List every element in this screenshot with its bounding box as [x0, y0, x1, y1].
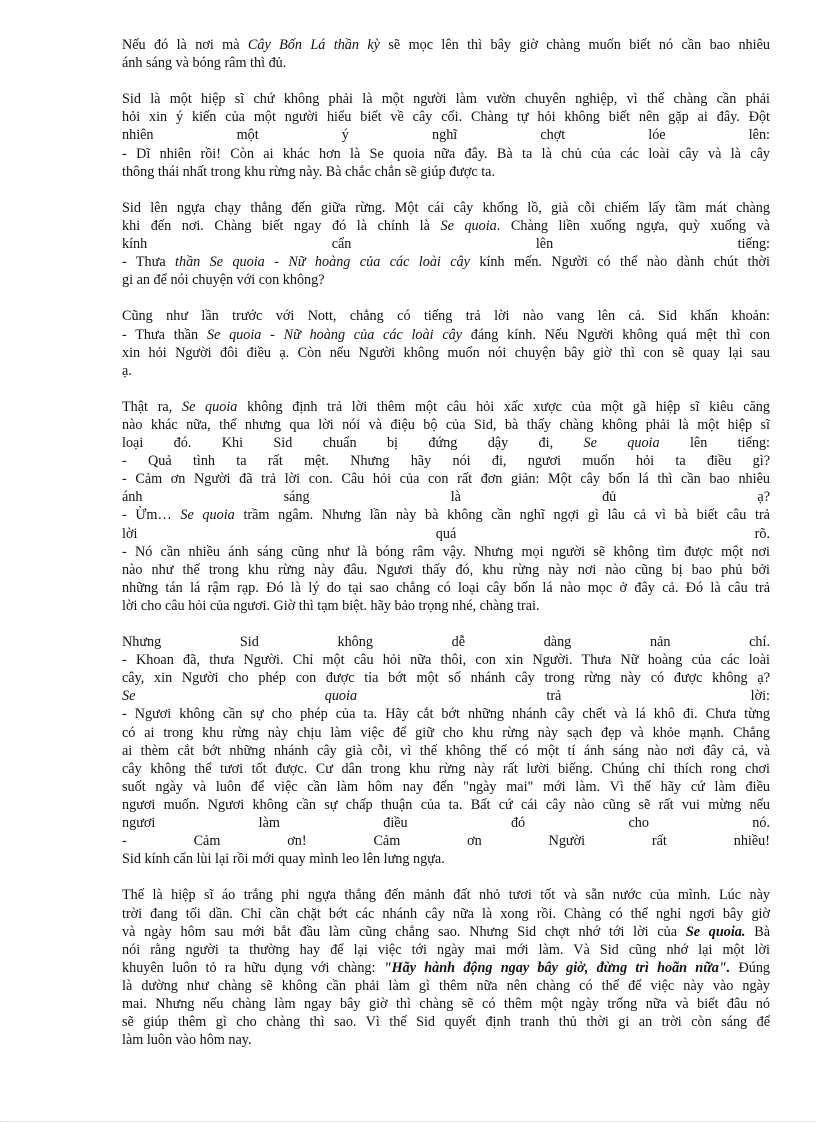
text-line — [122, 597, 770, 615]
text-line — [122, 543, 770, 561]
text-line — [122, 199, 770, 217]
text-line — [122, 108, 770, 126]
paragraph — [122, 307, 770, 379]
text-line — [122, 941, 770, 959]
text-line — [122, 470, 770, 488]
text-segment: lời cho câu hỏi của ngươi. Giờ thì tạm biệt. hãy bảo trọng nhé, chàng trai. — [122, 597, 540, 614]
text-segment: nhiên một ý nghĩ chợt lóe lên: — [122, 127, 770, 144]
text-line — [122, 561, 770, 579]
text-segment: sẽ giúp thêm gì cho chàng thì sao. Vì thế Sid quyết định tranh thủ thời gi an trời còn sáng để — [122, 1014, 770, 1031]
text-segment: đáng kính. Nếu Người không quá mệt thì con — [462, 326, 770, 343]
text-line — [122, 416, 770, 434]
text-line — [122, 506, 770, 524]
text-line — [122, 163, 770, 181]
text-segment: có ai trong khu rừng này chịu làm việc để giữ cho khu rừng này sạch đẹp và khỏe mạnh. Chẳng — [122, 724, 770, 741]
paragraph — [122, 199, 770, 289]
text-segment: khi đến nơi. Chàng biết ngay đó là chính là — [122, 217, 441, 234]
text-segment: nói rằng người ta thường hay để lại việc tới ngày mai mới làm. Và Sid cũng nhớ lại một lời — [122, 941, 770, 958]
text-segment: - Nó cần nhiều ánh sáng cũng như là bóng râm vậy. Nhưng mọi người sẽ không tìm được một nơi — [122, 543, 770, 560]
text-line — [122, 452, 770, 470]
text-segment: Nếu đó là nơi mà — [122, 37, 248, 53]
text-segment: - Quả tình ta rất mệt. Nhưng hãy nói đi, ngươi muốn hỏi ta điều gì? — [122, 453, 770, 470]
text-line — [122, 760, 770, 778]
text-segment: ánh sáng và bóng râm thì đủ. — [122, 55, 287, 72]
text-segment: là dường như chàng sẽ không cần phải làm gì thêm nữa nên chàng có thể để việc này vào ngày — [122, 977, 770, 994]
document-page — [122, 36, 770, 1067]
text-segment: kính cẩn lên tiếng: — [122, 236, 770, 253]
text-segment: - Khoan đã, thưa Người. Chỉ một câu hỏi nữa thôi, con xin Người. Thưa Nữ hoàng của các loài — [122, 652, 770, 669]
text-segment: lên tiếng: — [659, 435, 770, 452]
text-segment: không định trả lời thêm một câu hỏi xấc xược của một gã hiệp sĩ kiêu căng — [237, 398, 770, 415]
text-line — [122, 995, 770, 1013]
text-segment: cây không thể tươi tốt được. Cư dân trong khu rừng này rất lười biếng. Chúng chỉ thích rong chơi — [122, 760, 770, 777]
text-segment: thông thái nhất trong khu rừng này. Bà chắc chắn sẽ giúp được ta. — [122, 163, 496, 180]
text-segment: - Ngươi không cần sự cho phép của ta. Hãy cắt bớt những nhánh cây chết và lá khô đi. Chưa từng — [122, 706, 770, 723]
text-segment: làm luôn vào hôm nay. — [122, 1032, 252, 1049]
text-segment: trời đang tối dần. Chỉ cần chặt bớt các nhánh cây nữa là xong rồi. Chàng có thể nghỉ ngơi bây giờ — [122, 905, 770, 922]
text-segment: - Ừm… — [122, 507, 181, 524]
emphasis-text: Se quoia — [440, 217, 497, 234]
emphasis-text: Se quoia - Nữ hoàng của các loài cây — [206, 326, 463, 343]
text-segment: Bà — [745, 923, 770, 940]
text-segment: xin hỏi Người đôi điều ạ. Còn nếu Người không muốn nói chuyện bây giờ thì con sẽ quay lại sau — [122, 344, 770, 361]
text-line — [122, 814, 770, 832]
paragraph — [122, 886, 770, 1049]
text-segment: kính mến. Người có thể nào dành chút thời — [469, 254, 770, 271]
text-segment: trầm ngâm. Nhưng lần này bà không cần nghĩ ngợi gì lâu cả vì bà biết câu trả — [234, 507, 770, 524]
emphasis-text: Se quoia — [583, 435, 660, 452]
text-segment: ánh sáng là đủ ạ? — [122, 489, 770, 506]
text-line — [122, 850, 770, 868]
text-segment: nào như thế trong khu rừng này đâu. Ngươi thấy đó, khu rừng này nơi nào cũng bị bao phủ bởi — [122, 561, 770, 578]
paragraph — [122, 36, 770, 72]
text-segment: Nhưng Sid không dễ dàng nản chí. — [122, 634, 770, 651]
emphasis-text: thần Se quoia - Nữ hoàng của các loài cây — [175, 254, 470, 271]
text-line — [122, 778, 770, 796]
text-segment: - Thưa — [122, 254, 176, 271]
text-line — [122, 434, 770, 452]
text-segment: - Dĩ nhiên rồi! Còn ai khác hơn là Se quoia nữa đây. Bà ta là chủ của các loài cây và là cây — [122, 145, 770, 162]
text-line — [122, 796, 770, 814]
text-line — [122, 126, 770, 144]
text-line — [122, 724, 770, 742]
text-line — [122, 742, 770, 760]
text-segment: - Cảm ơn! Cảm ơn Người rất nhiều! — [122, 833, 770, 850]
text-segment: Đúng — [730, 959, 771, 976]
text-line — [122, 886, 770, 904]
text-line — [122, 307, 770, 325]
text-line — [122, 669, 770, 687]
text-line — [122, 36, 770, 54]
text-line — [122, 832, 770, 850]
emphasis-text: "Hãy hành động ngay bây giờ, đừng trì hoãn nữa". — [383, 959, 731, 976]
text-segment: những tán lá rậm rạp. Đó là lý do tại sao chẳng có loại cây bốn lá nào mọc ở đây cả. Đó là câu trả — [122, 579, 770, 596]
text-line — [122, 1031, 770, 1049]
text-segment: . Chàng liền xuống ngựa, quỳ xuống và — [496, 217, 770, 234]
paragraph — [122, 90, 770, 180]
text-line — [122, 344, 770, 362]
text-segment: và ngày hôm sau mới bắt đầu làm cũng chẳng sao. Nhưng Sid chợt nhớ tới lời của — [122, 923, 686, 940]
text-line — [122, 687, 770, 705]
paragraph — [122, 398, 770, 615]
text-segment: ngươi làm điều đó cho nó. — [122, 815, 770, 832]
text-segment: Thật ra, — [122, 398, 182, 415]
text-line — [122, 977, 770, 995]
text-segment: Sid là một hiệp sĩ chứ không phải là một người làm vườn chuyên nghiệp, vì thế chàng cần phải — [122, 91, 770, 108]
text-segment: ạ. — [122, 362, 132, 379]
text-segment: ai thèm cắt bớt những nhánh cây già cỗi, vì thế không thể có một tí ánh sáng nào nơi đây cả, và — [122, 742, 770, 759]
emphasis-text: Se quoia. — [685, 923, 746, 940]
text-line — [122, 362, 770, 380]
text-line — [122, 923, 770, 941]
text-line — [122, 579, 770, 597]
text-line — [122, 217, 770, 235]
text-line — [122, 651, 770, 669]
text-line — [122, 488, 770, 506]
text-segment: cây, xin Người cho phép con được tỉa bớt một số nhánh cây trong rừng này có được không ạ? — [122, 670, 770, 687]
text-segment: hỏi xin ý kiến của một người hiểu biết về cây cối. Chàng tự hỏi không biết nên gặp ai đây. Đột — [122, 109, 770, 126]
text-line — [122, 326, 770, 344]
text-segment: suốt ngày và luôn để việc cần làm hôm nay đến "ngày mai" mới làm. Vì thế hãy cứ làm điều — [122, 778, 770, 795]
text-line — [122, 54, 770, 72]
text-line — [122, 90, 770, 108]
emphasis-text: Se quoia — [180, 507, 235, 524]
text-segment: sẽ mọc lên thì bây giờ chàng muốn biết nó cần bao nhiêu — [379, 37, 770, 53]
text-segment: khuyên luôn tỏ ra hữu dụng với chàng: — [122, 959, 384, 976]
text-segment: Cũng như lần trước với Nott, chẳng có tiếng trả lời nào vang lên cả. Sid khẩn khoản: — [122, 308, 770, 325]
text-segment: Sid lên ngựa chạy thẳng đến giữa rừng. Một cái cây khổng lồ, già cỗi chiếm lấy tầm mát chàng — [122, 199, 770, 216]
text-segment: lời quá rõ. — [122, 525, 770, 542]
text-segment: mai. Nhưng nếu chàng làm ngay bây giờ thì chàng sẽ có thêm một ngày trống nữa và biết đâu nó — [122, 995, 770, 1012]
text-segment: Sid kính cẩn lùi lại rồi mới quay mình leo lên lưng ngựa. — [122, 851, 445, 868]
text-segment: Thế là hiệp sĩ áo trắng phi ngựa thẳng đến mảnh đất nhỏ tươi tốt và sẵn nước của mình. Lúc này — [122, 887, 770, 904]
text-line — [122, 633, 770, 651]
text-line — [122, 398, 770, 416]
text-line — [122, 959, 770, 977]
text-line — [122, 271, 770, 289]
text-line — [122, 1013, 770, 1031]
emphasis-text: Cây Bốn Lá thần kỳ — [247, 37, 380, 53]
text-segment: gi an để nói chuyện với con không? — [122, 272, 325, 289]
text-segment: - Thưa thần — [122, 326, 207, 343]
emphasis-text: Se quoia — [122, 688, 358, 705]
text-line — [122, 253, 770, 271]
text-segment: loại đó. Khi Sid chuẩn bị đứng dậy đi, — [122, 435, 584, 452]
text-line — [122, 145, 770, 163]
text-segment: trả lời: — [357, 688, 770, 705]
page-bottom-divider — [0, 1121, 816, 1122]
text-segment: - Cảm ơn Người đã trả lời con. Câu hỏi của con rất đơn giản: Một cây bốn lá thì cần bao nhiêu — [122, 471, 770, 488]
text-line — [122, 905, 770, 923]
emphasis-text: Se quoia — [181, 398, 238, 415]
text-segment: ngươi muốn. Ngươi không cần sự chấp thuận của ta. Bất cứ cái cây nào cũng sẽ rất vui mừng nếu — [122, 796, 770, 813]
text-line — [122, 235, 770, 253]
text-line — [122, 705, 770, 723]
text-line — [122, 525, 770, 543]
text-segment: nào khác nữa, thế nhưng qua lời nói và điệu bộ của Sid, bà thấy chàng không phải là một hiệp sĩ — [122, 416, 770, 433]
paragraph — [122, 633, 770, 868]
